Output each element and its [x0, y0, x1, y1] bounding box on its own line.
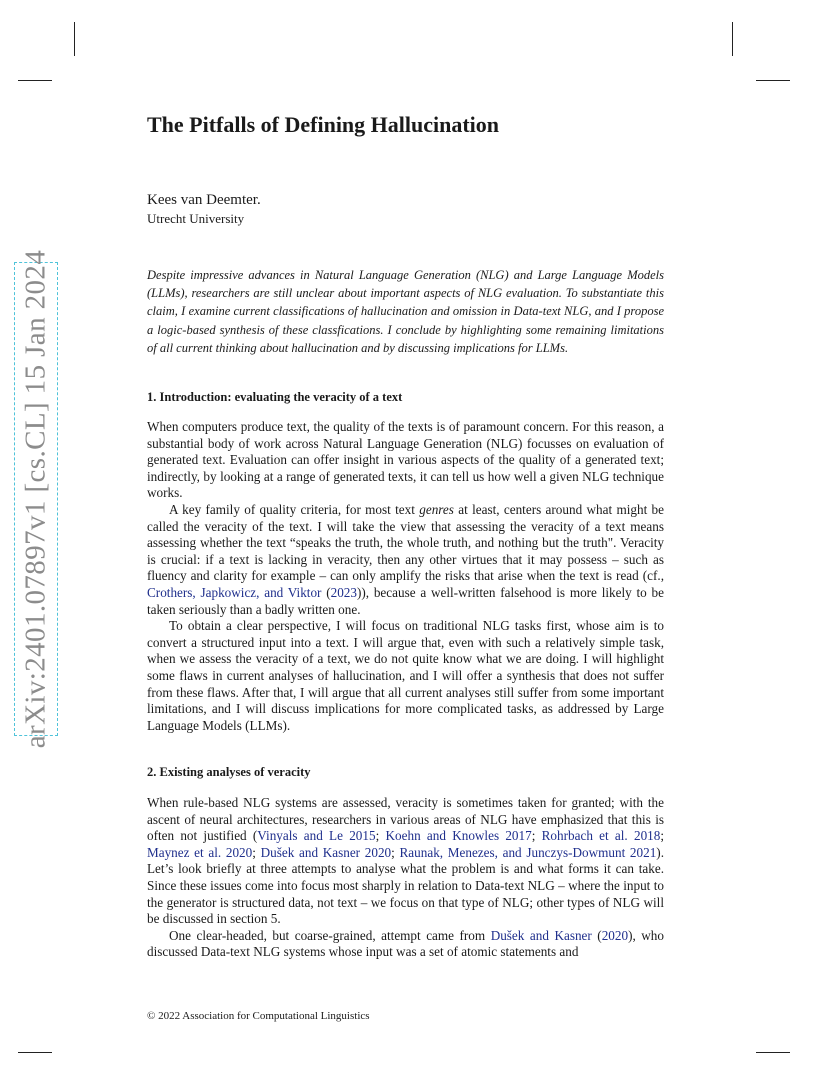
section-1-heading: 1. Introduction: evaluating the veracity of a text: [147, 390, 403, 404]
author-name: Kees van Deemter.: [147, 192, 261, 208]
section-2-body: [147, 795, 664, 961]
section-1-paragraph-1: When computers produce text, the quality of the texts is of paramount concern. For this reason, a substantial body of work across Natural Language Generation (NLG) focusses on evaluation of generated text. Evaluation can offer insight in various aspects of the quality of a generated text; indirectly, by looking at a range of generated texts, it can tell us how well a given NLG technique works.: [147, 419, 664, 501]
arxiv-sidebar: [14, 249, 58, 749]
section-1-paragraph-3: To obtain a clear perspective, I will focus on traditional NLG tasks first, whose aim is to convert a structured input into a text. I will argue that, even with such a relatively simple task, when we assess the veracity of a text, we do not quite know what we are doing. I will highlight some flaws in current analyses of hallucination, and I will offer a synthesis that does not suffer from these flaws. After that, I will argue that all current analyses still suffer from some important limitations, and I will discuss implications for more complicated tasks, as addressed by Large Language Models (LLMs).: [147, 618, 664, 733]
section-2-paragraph-2: One clear-headed, but coarse-grained, attempt came from Dušek and Kasner (2020), who discussed Data-text NLG systems whose input was a set of atomic statements and: [147, 927, 664, 960]
citation-dusek[interactable]: Dušek and Kasner 2020: [260, 844, 392, 860]
section-1-body: [147, 419, 664, 734]
citation-dusek-kasner[interactable]: Dušek and Kasner: [490, 927, 592, 943]
citation-maynez[interactable]: Maynez et al. 2020: [147, 844, 253, 860]
section-1-paragraph-2: A key family of quality criteria, for most text genres at least, centers around what might be called the veracity of the text. I will take the view that assessing the veracity of a text means assessing whether the text “speaks the truth, the whole truth, and nothing but the truth". Veracity is crucial: if a text is lacking in veracity, then any other virtues that it may possess – such as fluency and clarity for example – can only amplify the risks that arise when the text is read (cf., Crothers, Japkowicz, and Viktor (2023)), because a well-written falsehood is more likely to be taken seriously than a badly written one.: [147, 501, 665, 617]
citation-vinyals[interactable]: Vinyals and Le 2015: [257, 828, 376, 844]
citation-raunak[interactable]: Raunak, Menezes, and Junczys-Dowmunt 2021: [399, 844, 657, 860]
citation-crothers[interactable]: Crothers, Japkowicz, and Viktor: [147, 584, 322, 600]
crop-mark-right-top: [756, 80, 790, 81]
arxiv-identifier: arXiv:2401.07897v1 [cs.CL] 15 Jan 2024: [19, 249, 52, 749]
author-affiliation: Utrecht University: [147, 211, 245, 226]
copyright-footer: © 2022 Association for Computational Linguistics: [147, 1010, 370, 1022]
citation-dusek-kasner-year[interactable]: 2020: [601, 927, 629, 943]
section-2-heading: 2. Existing analyses of veracity: [147, 765, 311, 779]
crop-mark-right-bottom: [756, 1052, 790, 1053]
section-2-paragraph-1: When rule-based NLG systems are assessed, veracity is sometimes taken for granted; with the ascent of neural architectures, researchers in various areas of NLG have emphasized that this is often not justified (Vinyals and Le 2015; Koehn and Knowles 2017; Rohrbach et al. 2018; Maynez et al. 2020; Dušek and Kasner 2020; Raunak, Menezes, and Junczys-Dowmunt 2021). Let’s look briefly at three attempts to analyse what the problem is and what forms it can take. Since these issues come into focus most sharply in relation to Data-text NLG – where the input to the generator is structured data, not text – we focus on that type of NLG; other types of NLG will be discussed in section 5.: [147, 795, 665, 927]
paper-title: The Pitfalls of Defining Hallucination: [147, 112, 500, 137]
crop-mark-top-right: [732, 22, 733, 56]
emphasis-genres: genres: [419, 501, 454, 517]
citation-koehn[interactable]: Koehn and Knowles 2017: [385, 828, 532, 844]
citation-crothers-year[interactable]: 2023: [330, 584, 357, 600]
abstract: Despite impressive advances in Natural Language Generation (NLG) and Large Language Models (LLMs), researchers are still unclear about important aspects of NLG evaluation. To substantiate this claim, I examine current classifications of hallucination and omission in Data-text NLG, and I propose a logic-based synthesis of these classfications. I conclude by highlighting some remaining limitations of all current thinking about hallucination and by discussing implications for LLMs.: [147, 268, 664, 355]
crop-mark-top-left: [74, 22, 75, 56]
crop-mark-left-bottom: [18, 1052, 52, 1053]
crop-mark-left-top: [18, 80, 52, 81]
citation-rohrbach[interactable]: Rohrbach et al. 2018: [541, 828, 661, 844]
